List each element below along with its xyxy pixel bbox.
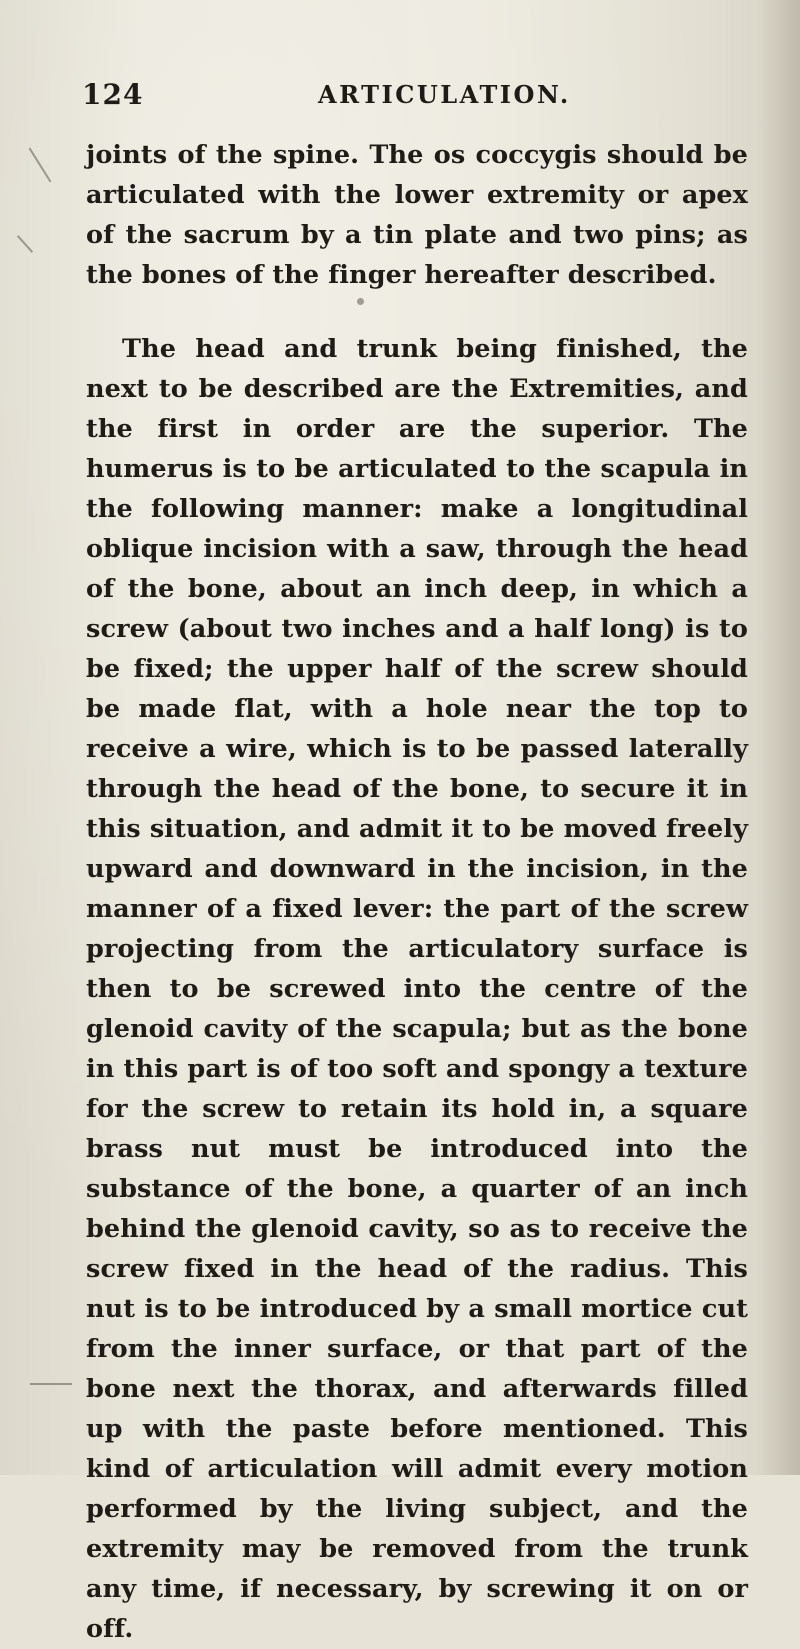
page-header xyxy=(82,78,642,118)
margin-stroke xyxy=(29,148,52,183)
page-number: 124 xyxy=(82,78,144,111)
paragraph-1: joints of the spine. The os coccygis should be articulated with the lower extremity or apex of the sacrum by a tin plate and two pins; as the bones of the finger hereafter described. xyxy=(86,140,748,290)
paper-speck xyxy=(357,298,364,305)
page-edge-shadow xyxy=(758,0,800,1475)
running-head: ARTICULATION. xyxy=(318,80,571,109)
bottom-mark xyxy=(30,1383,72,1385)
paragraph-2: The head and trunk being finished, the next to be described are the Extremities, and the first in order are the superior. The humerus is to be articulated to the scapula in the following manner: make a longitudinal oblique incision with a saw, through the head of the bone, about an inch deep, in which a screw (about two inches and a half long) is to be fixed; the upper half of the screw should be made flat, with a hole near the top to receive a wire, which is to be passed laterally through the head of the bone, to secure it in this situation, and admit it to be moved freely upward and downward in the incision, in the manner of a fixed lever: the part of the screw projecting from the articulatory surface is then to be screwed into the centre of the glenoid cavity of the scapula; but as the bone in this part is of too soft and spongy a texture for the screw to retain its hold in, a square brass nut must be introduced into the substance of the bone, a quarter of an inch behind the glenoid cavity, so as to receive the screw fixed in the head of the radius. This nut is to be introduced by a small mortice cut from the inner surface, or that part of the bone next the thorax, and afterwards filled up with the paste before mentioned. This kind of articulation will admit every motion performed by the living subject, and the extremity may be removed from the trunk any time, if necessary, by screwing it on or off. xyxy=(86,334,748,1644)
body-text xyxy=(86,135,748,1649)
margin-stroke xyxy=(17,235,33,253)
